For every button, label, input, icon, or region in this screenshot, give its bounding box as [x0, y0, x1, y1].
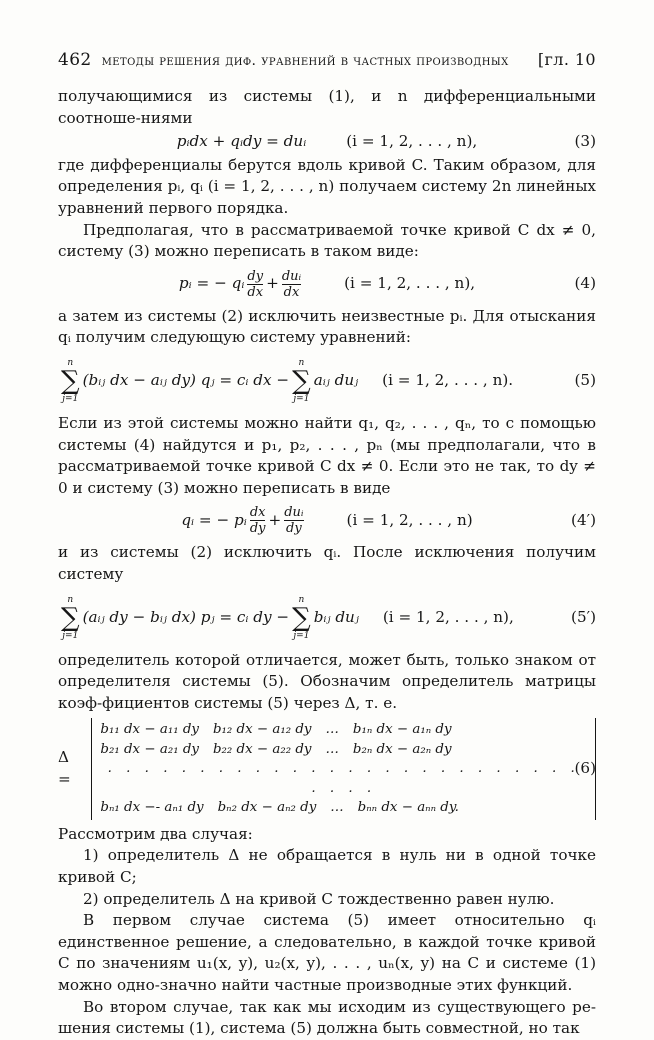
equation-condition: (i = 1, 2, . . . , n).	[382, 371, 514, 390]
sigma-glyph: ∑	[61, 602, 80, 633]
paragraph: 2) определитель Δ на кривой C тождественно равен нулю.	[83, 889, 555, 908]
determinant-label: Δ =	[58, 748, 71, 789]
chapter-ref: [гл. 10	[537, 50, 596, 69]
page-body	[58, 86, 596, 1040]
matrix-cell: …	[330, 800, 344, 816]
sigma-glyph: ∑	[292, 365, 311, 396]
equation-3	[58, 131, 596, 153]
fraction	[250, 505, 266, 536]
sum-upper-limit: n	[298, 357, 305, 368]
paragraph: получающимися из системы (1), и n дифференциальными соотноше-ниями	[58, 87, 596, 127]
fraction-numerator: dy	[247, 268, 264, 284]
matrix-cell: bₙₙ dx − aₙₙ dy.	[357, 800, 459, 816]
equation-expression: (aᵢⱼ dy − bᵢⱼ dx) pⱼ = cᵢ dy −	[82, 607, 290, 626]
fraction-numerator: duᵢ	[281, 268, 302, 284]
paragraph: где дифференциалы берутся вдоль кривой C. Таким образом, для определения pᵢ, qᵢ (i = 1, 2, . . . , n) получаем систему 2n линейных уравнений первого порядка.	[58, 155, 596, 217]
paragraph: 1) определитель Δ не обращается в нуль ни в одной точке кривой C;	[58, 846, 596, 886]
matrix-row	[100, 798, 587, 818]
sigma-glyph: ∑	[292, 602, 311, 633]
paragraph: Во втором случае, так как мы исходим из существующего ре-шения системы (1), система (5) должна быть совместной, но так	[58, 997, 596, 1038]
matrix-cell: bₙ₂ dx − aₙ₂ dy	[217, 800, 317, 816]
paragraph: Если из этой системы можно найти q₁, q₂, . . . , qₙ, то с помощью системы (4) найдутся и p₁, p₂, . . . , pₙ (мы предполагали, что в рассматриваемой точке кривой C dx ≠ 0. Если это не так, то dy ≠ 0 и систему (3) можно переписать в виде	[58, 413, 596, 497]
fraction	[284, 505, 303, 536]
fraction-denominator: dy	[249, 521, 266, 537]
fraction-denominator: dy	[286, 521, 302, 537]
matrix-cell: b₁₁ dx − a₁₁ dy	[100, 722, 199, 738]
sum-symbol	[292, 357, 311, 405]
matrix-dots-row: . . . . . . . . . . . . . . . . . . . . . . . . . . . . . .	[107, 761, 580, 796]
running-header	[58, 50, 596, 70]
equation-5-prime	[58, 594, 596, 642]
sum-upper-limit: n	[298, 594, 305, 605]
page-number: 462	[58, 50, 92, 70]
equation-number: (6)	[574, 759, 596, 778]
equation-number: (5′)	[571, 607, 596, 626]
equation-expression: pᵢdx + qᵢdy = duᵢ	[176, 132, 307, 151]
matrix-cell: …	[325, 722, 339, 738]
plus-sign: +	[268, 511, 282, 530]
sum-lower-limit: j=1	[62, 630, 79, 641]
paragraph: и из системы (2) исключить qᵢ. После исключения получим систему	[58, 543, 596, 583]
sum-lower-limit: j=1	[293, 630, 310, 641]
equation-condition: (i = 1, 2, . . . , n),	[346, 132, 478, 151]
fraction	[282, 269, 301, 300]
matrix-row	[100, 740, 587, 760]
fraction-denominator: dx	[283, 284, 300, 300]
equation-lhs: qᵢ = − pᵢ	[181, 511, 247, 530]
equation-4	[58, 269, 596, 300]
equation-5	[58, 357, 596, 405]
equation-condition: (i = 1, 2, . . . , n),	[344, 274, 476, 293]
determinant-matrix	[91, 718, 596, 820]
paragraph: В первом случае система (5) имеет относительно qᵢ единственное решение, а следовательно, в каждой точке кривой C по значениям u₁(x, y), u₂(x, y), . . . , uₙ(x, y) на C и системе (1) можно одно-значно найти частные производные этих функций.	[58, 911, 596, 994]
equation-number: (5)	[574, 371, 596, 390]
equation-number: (4′)	[571, 511, 596, 530]
sum-symbol	[61, 357, 80, 405]
paragraph: Предполагая, что в рассматриваемой точке кривой C dx ≠ 0, систему (3) можно переписать в таком виде:	[58, 220, 596, 261]
matrix-row	[100, 720, 587, 740]
equation-lhs: pᵢ = − qᵢ	[178, 274, 245, 293]
equation-number: (3)	[574, 132, 596, 151]
matrix-cell: b₂₁ dx − a₂₁ dy	[100, 741, 199, 757]
equation-condition: (i = 1, 2, . . . , n),	[382, 607, 514, 626]
equation-expression: (bᵢⱼ dx − aᵢⱼ dy) qⱼ = cᵢ dx −	[82, 371, 290, 390]
equation-tail: aᵢⱼ duⱼ	[313, 371, 359, 390]
matrix-cell: b₂₂ dx − a₂₂ dy	[212, 741, 312, 757]
paragraph: Рассмотрим два случая:	[58, 824, 253, 843]
matrix-cell: bₙ₁ dx −- aₙ₁ dy	[100, 800, 204, 816]
plus-sign: +	[266, 274, 279, 293]
paragraph: а затем из системы (2) исключить неизвестные pᵢ. Для отыскания qᵢ получим следующую систему уравнений:	[58, 306, 596, 347]
fraction-numerator: dx	[249, 505, 266, 521]
sum-symbol	[61, 594, 80, 642]
fraction-denominator: dx	[247, 284, 264, 300]
matrix-cell: b₂ₙ dx − a₂ₙ dy	[352, 741, 452, 757]
matrix-cell: …	[325, 741, 339, 757]
equation-tail: bᵢⱼ duⱼ	[313, 607, 359, 626]
sum-lower-limit: j=1	[293, 393, 310, 404]
paragraph: определитель которой отличается, может быть, только знаком от определителя системы (5). Обозначим определитель матрицы коэф-фициентов системы (5) через Δ, т. е.	[58, 650, 596, 712]
equation-number: (4)	[574, 274, 596, 293]
fraction-numerator: duᵢ	[284, 505, 304, 521]
determinant-6	[58, 718, 596, 820]
fraction	[247, 269, 263, 300]
matrix-cell: b₁₂ dx − a₁₂ dy	[212, 722, 312, 738]
sum-lower-limit: j=1	[62, 393, 79, 404]
equation-condition: (i = 1, 2, . . . , n)	[346, 511, 473, 530]
sigma-glyph: ∑	[61, 365, 80, 396]
equation-4-prime	[58, 505, 596, 536]
sum-symbol	[292, 594, 311, 642]
sum-upper-limit: n	[67, 594, 74, 605]
matrix-cell: b₁ₙ dx − a₁ₙ dy	[352, 722, 452, 738]
sum-upper-limit: n	[67, 357, 74, 368]
running-title: методы решения диф. уравнений в частных производных	[101, 53, 509, 69]
